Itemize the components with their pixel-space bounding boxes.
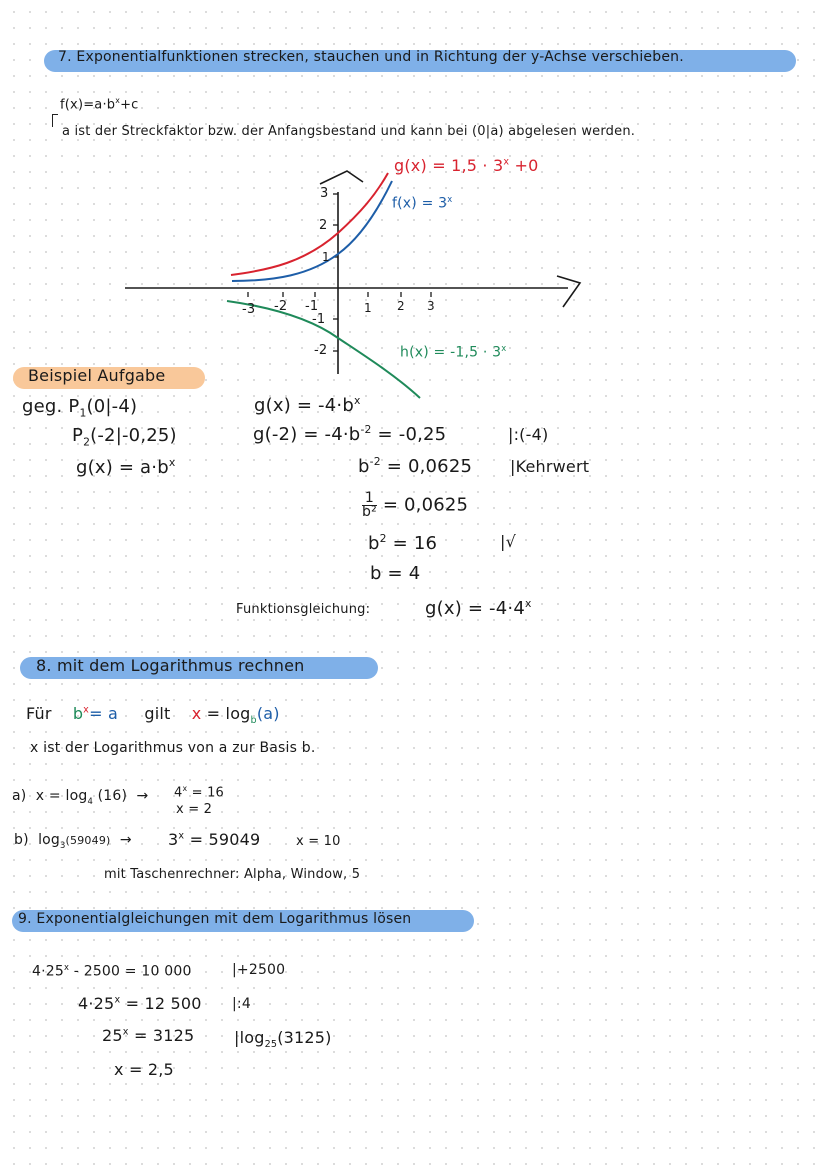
example-a: a) $x = \log_4 (16)$ → xyxy=(12,788,149,806)
step-note: |Kehrwert xyxy=(510,457,590,476)
equation-note: |:4 xyxy=(232,996,251,1012)
example-b-solution: x = 10 xyxy=(296,834,341,849)
x-tick-label: -1 xyxy=(305,299,319,314)
f-function-label: $f(x) = 3^x$ xyxy=(392,194,453,212)
curve-f xyxy=(232,181,392,281)
x-tick-label: 3 xyxy=(427,299,435,313)
step-row: $b^2 = 16$ xyxy=(368,532,438,554)
equation-row: $25^x = 3125$ xyxy=(102,1026,195,1045)
given-p2: $P_2(-2|-0,25)$ xyxy=(72,425,177,449)
step-row: $b^{-2} = 0,0625$ xyxy=(358,455,473,477)
step-row: b = 4 xyxy=(370,563,421,584)
x-tick-label: 1 xyxy=(364,301,372,315)
equation-note: |+2500 xyxy=(232,962,286,978)
equation-row: $4\cdot 25^x = 12$ 500 xyxy=(78,994,202,1013)
example-b: b) $\log_3(59049)$ → xyxy=(14,832,132,850)
x-ticks xyxy=(248,292,431,297)
result-equation: $g(x) = -4\cdot 4^x$ xyxy=(425,597,532,619)
equation-row: $4\cdot 25^x - 2500 = 10$ 000 xyxy=(32,962,192,980)
equation-row: x = 2,5 xyxy=(114,1060,174,1079)
result-label: Funktionsgleichung: xyxy=(236,602,371,617)
section-9-heading: 9. Exponentialgleichungen mit dem Logarithmus lösen xyxy=(18,911,412,927)
example-b-result: $3^x = 59049$ xyxy=(168,830,261,849)
general-formula: $f(x)=a\cdot b^x+c$ xyxy=(60,96,139,113)
x-tick-label: -2 xyxy=(274,299,288,314)
y-tick-label: 2 xyxy=(319,218,328,233)
given-p1: geg. $P_1(0|-4)$ xyxy=(22,396,138,420)
h-function-label: $h(x) = -1,5 \cdot 3^x$ xyxy=(400,343,507,361)
section-7-heading: 7. Exponentialfunktionen strecken, stauchen und in Richtung der y-Achse verschieben. xyxy=(58,49,684,65)
step-note: |√ xyxy=(500,532,516,551)
explanation-text: a ist der Streckfaktor bzw. der Anfangsbestand und kann bei (0|a) abgelesen werden. xyxy=(62,124,636,139)
y-tick-label: 1 xyxy=(322,250,330,264)
y-tick-label: 3 xyxy=(320,186,329,201)
x-tick-label: 2 xyxy=(397,299,405,313)
y-tick-label: -1 xyxy=(312,312,326,327)
section-8-heading: 8. mit dem Logarithmus rechnen xyxy=(36,656,305,675)
step-row: $\frac{1}{\text{b²}}$ = 0,0625 xyxy=(362,490,469,520)
step-row: $g(-2) = -4\cdot b^{-2} = -0,25$ xyxy=(253,423,447,445)
y-tick-label: -2 xyxy=(314,343,328,358)
step-row: $g(x) = -4\cdot b^x$ xyxy=(254,394,361,416)
step-note: |:(-4) xyxy=(508,425,549,444)
g-function-label: $g(x) = 1,5 \cdot 3^x +0$ xyxy=(394,156,539,175)
general-g: $g(x) = a\cdot b^x$ xyxy=(76,456,176,478)
log-definition: x ist der Logarithmus von a zur Basis b. xyxy=(30,740,316,756)
fraction: $\frac{1}{\text{b²}}$ xyxy=(362,490,377,520)
x-axis-arrow-icon xyxy=(557,276,580,307)
calculator-note: mit Taschenrechner: Alpha, Window, 5 xyxy=(104,867,361,882)
log-rule: Für $b^x= a$ gilt $x = \log_b(a)$ xyxy=(26,704,280,727)
example-badge: Beispiel Aufgabe xyxy=(28,366,166,385)
equation-note: $|\log_{25}(3125)$ xyxy=(234,1028,332,1051)
y-axis-arrow-icon xyxy=(320,171,363,184)
curve-g xyxy=(231,173,388,275)
example-a-result: $4^x = 16$ xyxy=(174,784,225,801)
example-a-solution: x = 2 xyxy=(176,802,213,817)
x-tick-label: -3 xyxy=(242,302,256,317)
